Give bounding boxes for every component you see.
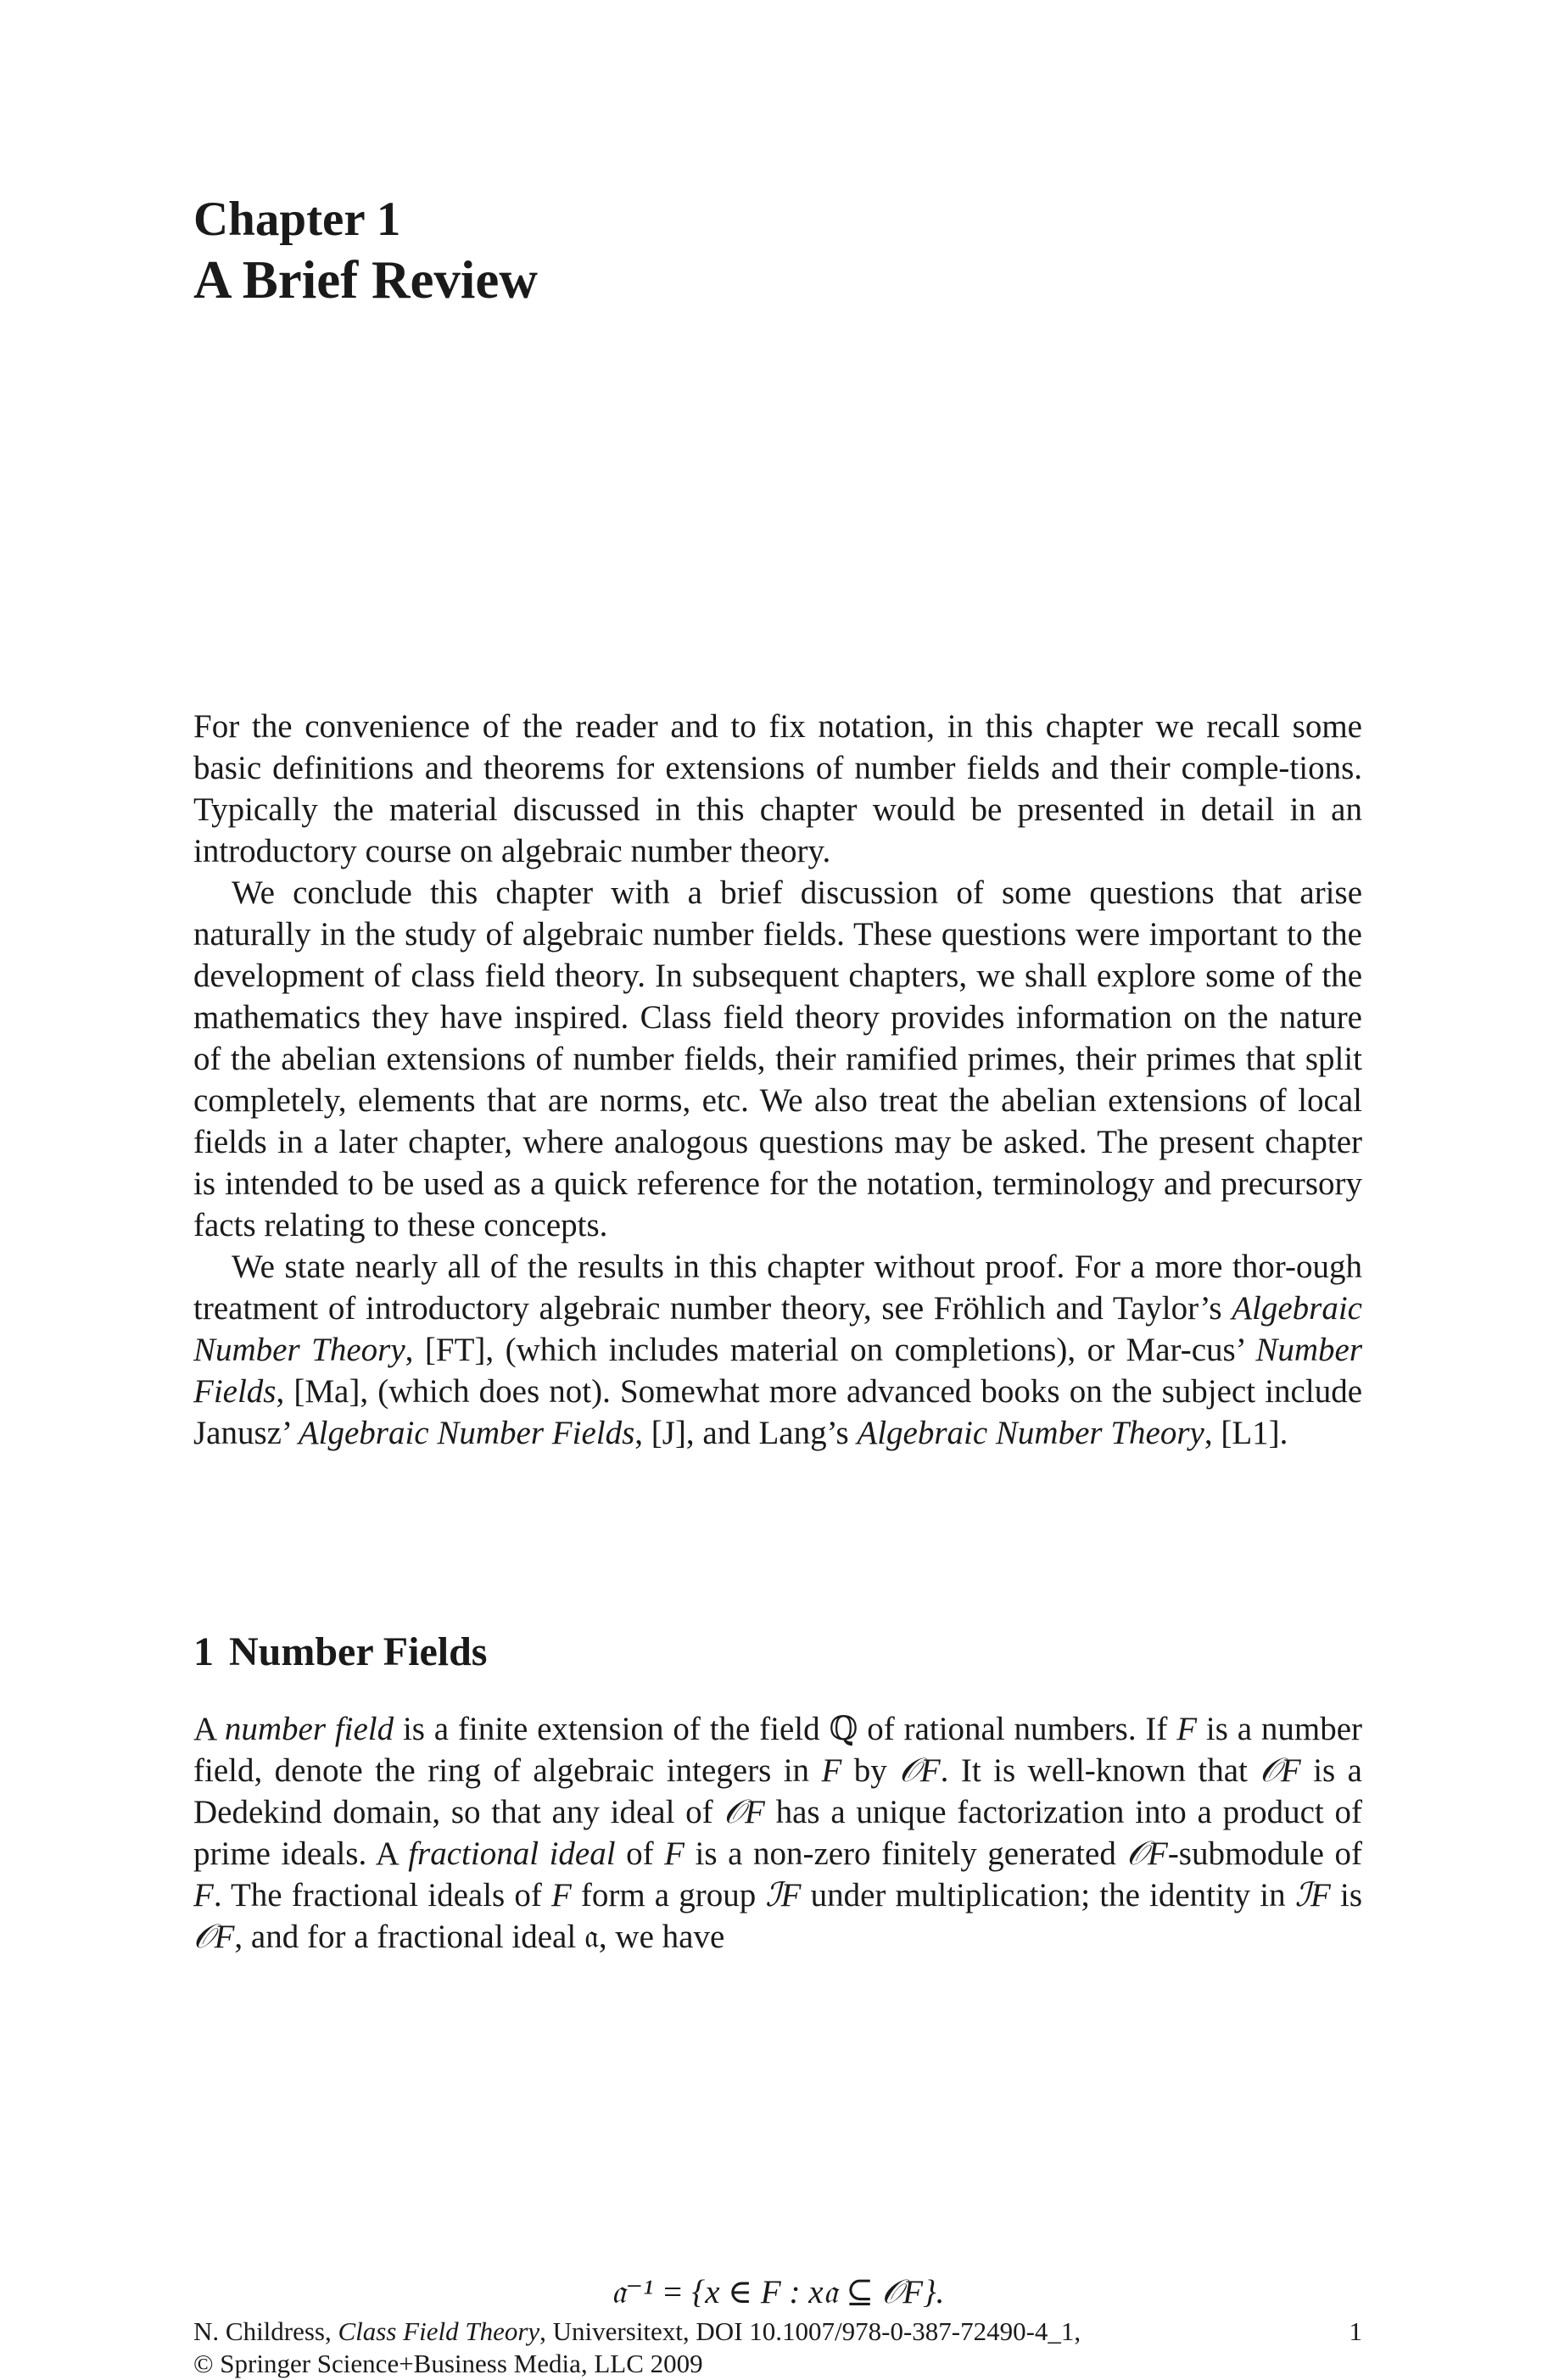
- intro-paragraph-3: [193, 1246, 1362, 1454]
- math-symbol: F: [664, 1835, 685, 1872]
- text-run: A: [193, 1711, 225, 1747]
- math-symbol: 𝒪F: [193, 1919, 235, 1955]
- math-symbol: F: [550, 1877, 572, 1913]
- chapter-label: Chapter 1: [193, 193, 401, 246]
- text-run: , Universitext, DOI 10.1007/978-0-387-72490-4_1,: [539, 2316, 1081, 2346]
- text-run: , [FT], (which includes material on completions), or Mar-cus’: [405, 1332, 1256, 1368]
- book-title-l1: Algebraic Number Theory: [857, 1415, 1204, 1451]
- math-symbol: ℐF: [765, 1877, 802, 1913]
- section-body: [193, 1708, 1362, 1958]
- section-title: Number Fields: [229, 1629, 488, 1674]
- section-heading: [193, 1630, 487, 1675]
- text-run: is a number field, denote the ring of algebraic integers in: [193, 1711, 1362, 1789]
- text-run: is a non-zero finitely generated: [684, 1835, 1127, 1872]
- text-run: We state nearly all of the results in this chapter without proof. For a more thor-ough treatment of introductory algebraic number theory, see Fröhlich and Taylor’s: [193, 1249, 1362, 1327]
- text-run: . It is well-known that: [940, 1752, 1260, 1789]
- text-run: -submodule of: [1167, 1835, 1362, 1872]
- text-run: is a finite extension of the field ℚ of rational numbers. If: [394, 1711, 1177, 1747]
- text-run: by: [841, 1752, 900, 1789]
- text-run: is a Dedekind domain, so that any ideal of: [193, 1752, 1362, 1830]
- text-run: has a unique factorization into a product of prime ideals. A: [193, 1794, 1362, 1872]
- math-symbol: 𝒪F: [899, 1752, 941, 1789]
- math-symbol: ℐF: [1294, 1877, 1331, 1913]
- book-title-ma: Number Fields: [193, 1332, 1362, 1410]
- text-run: . The fractional ideals of: [213, 1877, 551, 1913]
- term-number-field: number field: [224, 1711, 394, 1747]
- text-run: is: [1330, 1877, 1363, 1913]
- page-footer: [193, 2316, 1362, 2380]
- text-run: form a group: [571, 1877, 766, 1913]
- text-run: under multiplication; the identity in: [801, 1877, 1295, 1913]
- intro-paragraph-1: For the convenience of the reader and to fix notation, in this chapter we recall some basic definitions and theorems for extensions of number fields and their comple-tions. Typically the material discussed in this chapter would be presented in detail in an introductory course on algebraic number theory.: [193, 708, 1362, 869]
- book-title-j: Algebraic Number Fields: [298, 1415, 635, 1451]
- text-run: , and for a fractional ideal 𝔞, we have: [234, 1919, 725, 1955]
- section-number: 1: [193, 1629, 214, 1674]
- footer-book-title: Class Field Theory: [338, 2316, 540, 2346]
- math-symbol: F: [193, 1877, 214, 1913]
- intro-paragraph-2: We conclude this chapter with a brief discussion of some questions that arise naturally in the study of algebraic number fields. These questions were important to the development of class field theory. In subsequent chapters, we shall explore some of the mathematics they have inspired. Class field theory provides information on the nature of the abelian extensions of number fields, their ramified primes, their primes that split completely, elements that are norms, etc. We also treat the abelian extensions of local fields in a later chapter, where analogous questions may be asked. The present chapter is intended to be used as a quick reference for the notation, terminology and precursory facts relating to these concepts.: [193, 874, 1362, 1243]
- display-equation: 𝔞⁻¹ = {x ∈ F : x𝔞 ⊆ 𝒪F}.: [611, 2274, 945, 2310]
- term-fractional-ideal: fractional ideal: [408, 1835, 616, 1872]
- chapter-intro: [193, 706, 1362, 1454]
- text-run: of: [615, 1835, 665, 1872]
- math-symbol: F: [821, 1752, 842, 1789]
- footer-copyright: © Springer Science+Business Media, LLC 2009: [193, 2349, 703, 2378]
- math-symbol: 𝒪F: [724, 1794, 765, 1830]
- math-symbol: F: [1176, 1711, 1198, 1747]
- footer-citation: [193, 2316, 1362, 2348]
- book-title-ft: Algebraic Number Theory: [193, 1290, 1362, 1368]
- page-number: 1: [1349, 2316, 1362, 2346]
- chapter-title: A Brief Review: [193, 250, 538, 310]
- section-paragraph-1: [193, 1708, 1362, 1958]
- text-run: N. Childress,: [193, 2316, 338, 2346]
- text-run: , [J], and Lang’s: [634, 1415, 858, 1451]
- text-run: , [L1].: [1204, 1415, 1288, 1451]
- book-page: [193, 0, 1363, 2378]
- math-symbol: 𝒪F: [1126, 1835, 1168, 1872]
- text-run: , [Ma], (which does not). Somewhat more advanced books on the subject include Janusz’: [193, 1373, 1362, 1451]
- math-symbol: 𝒪F: [1260, 1752, 1301, 1789]
